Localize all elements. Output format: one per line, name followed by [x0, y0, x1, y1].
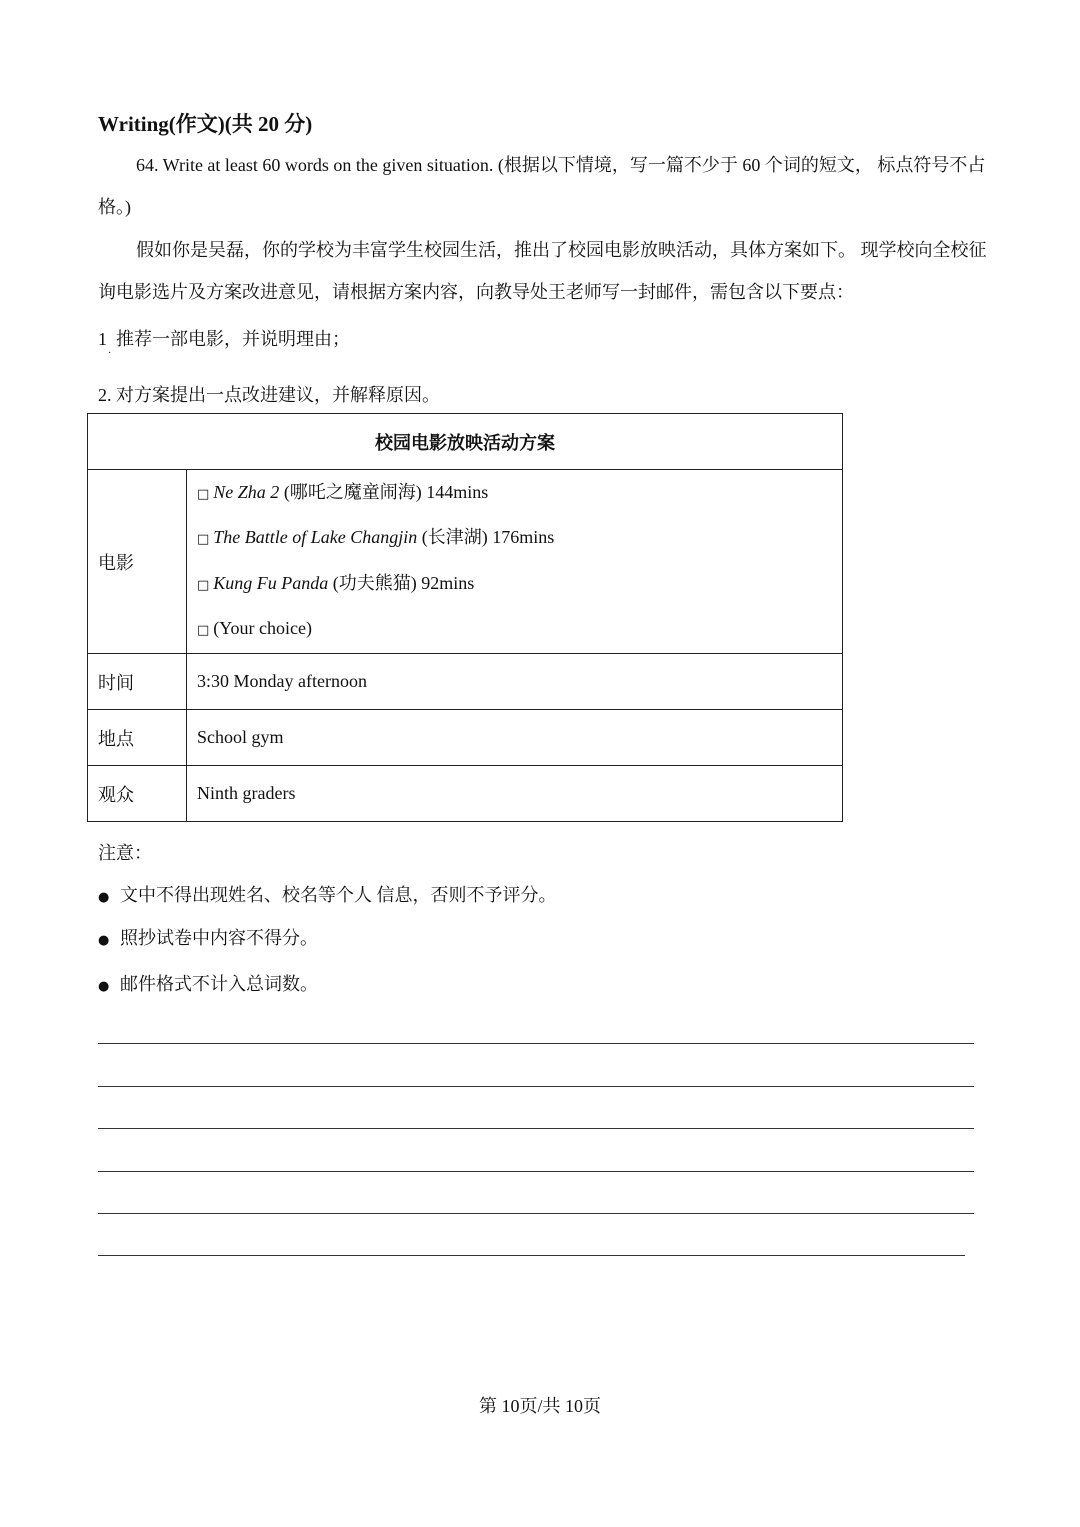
point-text: 对方案提出一点改进建议，并解释原因。	[116, 385, 440, 405]
movie-note: (功夫熊猫) 92mins	[332, 572, 475, 593]
writing-line[interactable]	[98, 1213, 974, 1214]
note-text: 照抄试卷中内容不得分。	[120, 928, 318, 948]
checkbox-icon: □	[197, 623, 210, 638]
point-number: 2.	[98, 385, 112, 405]
bullet-icon: ●	[98, 933, 110, 948]
movie-option	[197, 471, 832, 517]
table-row-movies	[88, 470, 843, 654]
note-text: 文中不得出现姓名、校名等个人 信息，否则不予评分。	[120, 885, 557, 905]
row-label: 地点	[88, 710, 187, 766]
checkbox-icon: □	[197, 532, 210, 547]
movie-title: The Battle of Lake Changjin	[213, 527, 418, 547]
point-text: 推荐一部电影，并说明理由；	[116, 329, 350, 349]
point-number: 1	[98, 329, 107, 349]
movie-title: Kung Fu Panda	[213, 572, 329, 593]
writing-line[interactable]	[98, 1043, 974, 1044]
checkbox-icon: □	[197, 577, 210, 593]
table-row-audience	[88, 766, 843, 822]
row-label: 观众	[88, 766, 187, 822]
movie-note: (Your choice)	[213, 618, 312, 638]
checkbox-icon: □	[197, 486, 210, 502]
movie-title: Ne Zha 2	[213, 481, 280, 502]
movies-label: 电影	[88, 470, 187, 654]
movie-list	[187, 470, 843, 654]
writing-line[interactable]	[98, 1255, 965, 1256]
note-text: 邮件格式不计入总词数。	[120, 974, 318, 994]
point-1	[98, 325, 350, 351]
bullet-icon: ●	[98, 979, 110, 994]
situation-text: 假如你是吴磊，你的学校为丰富学生校园生活，推出了校园电影放映活动，具体方案如下。 现学校向全校征询电影选片及方案改进意见，请根据方案内容，向教导处王老师写一封邮件，需包含以下要点：	[98, 240, 987, 302]
row-value: Ninth graders	[187, 766, 843, 822]
writing-line[interactable]	[98, 1171, 974, 1172]
movie-note: (长津湖) 176mins	[421, 527, 555, 547]
note-item	[98, 970, 318, 996]
writing-line[interactable]	[98, 1086, 974, 1087]
plan-table	[87, 413, 843, 822]
page-footer: 第 10页/共 10页	[478, 1396, 601, 1416]
note-item	[98, 881, 557, 907]
table-row-place	[88, 710, 843, 766]
instruction-text: 64. Write at least 60 words on the given situation. (根据以下情境，写一篇不少于 60 个词的短文， 标点符号不占格。)	[98, 155, 986, 217]
movie-option	[197, 516, 832, 562]
stray-dot: ·	[108, 348, 112, 359]
movie-option	[197, 562, 832, 608]
point-2	[98, 381, 440, 407]
table-row-time	[88, 654, 843, 710]
table-title: 校园电影放映活动方案	[88, 414, 843, 470]
section-title: Writing(作文)(共 20 分)	[98, 112, 313, 136]
bullet-icon: ●	[98, 890, 110, 905]
writing-line[interactable]	[98, 1128, 974, 1129]
row-value: School gym	[187, 710, 843, 766]
note-item	[98, 924, 318, 950]
movie-note: (哪吒之魔童闹海) 144mins	[283, 481, 489, 502]
movie-option	[197, 607, 832, 653]
notes-title: 注意：	[98, 843, 152, 863]
row-label: 时间	[88, 654, 187, 710]
row-value: 3:30 Monday afternoon	[187, 654, 843, 710]
